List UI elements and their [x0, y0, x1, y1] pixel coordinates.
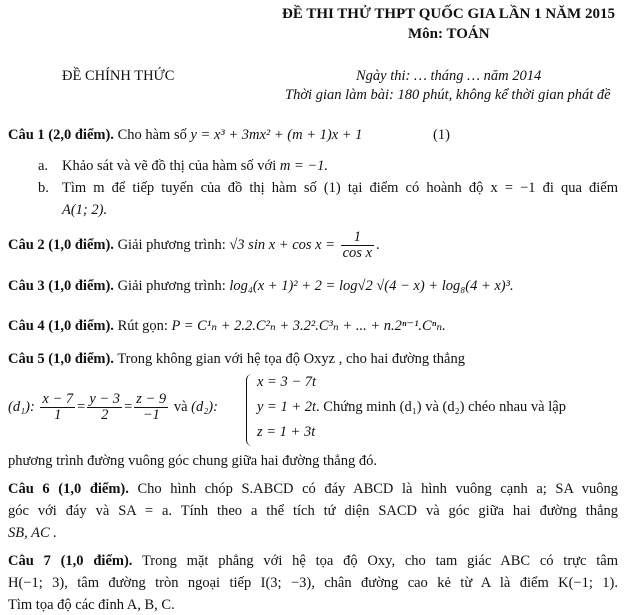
question-6-text-3: SB, AC . [8, 525, 57, 541]
d2-equation-y: y = 1 + 2t [257, 399, 317, 415]
question-3-formula: log₄(x + 1)² + 2 = log√2 √(4 − x) + log₈(4 + x)³. [229, 278, 514, 294]
question-3-text: Giải phương trình: [117, 278, 226, 294]
d1-fraction-x-den: 1 [54, 407, 62, 423]
question-6-text-2: góc với đáy và SA = a. Tính theo a thể tích tứ diện SACD và góc giữa hai đường thẳng [8, 503, 618, 519]
question-2-fraction-den: cos x [342, 245, 373, 261]
question-1a-text: Khảo sát và vẽ đồ thị của hàm số với [62, 158, 277, 174]
d1-fraction-z-den: −1 [142, 407, 160, 423]
question-4 [8, 318, 446, 335]
question-1-formula: y = x³ + 3mx² + (m + 1)x + 1 [190, 127, 363, 143]
question-5-d1: (d₁): $\frac{x - 7}{1}$ = $\frac{y - 3}{2}$ = $\frac{z - 9}{-1}$ và (d₂): [8, 391, 218, 423]
question-5-text: Trong không gian với hệ tọa độ Oxyz , cho hai đường thẳng [117, 351, 465, 367]
question-5 [8, 351, 465, 368]
question-2 [8, 230, 380, 261]
question-2-fraction-num: 1 [341, 230, 374, 246]
question-4-formula: P = C¹ₙ + 2.2.C²ₙ + 3.2².C³ₙ + ... + n.2ⁿ⁻¹.Cⁿₙ. [171, 318, 446, 334]
system-brace [246, 374, 255, 446]
question-1a-formula: m = −1. [279, 158, 329, 174]
question-2-text: Giải phương trình: [117, 236, 226, 253]
question-7-text: Trong mặt phẳng với hệ tọa độ Oxy, cho tam giác ABC có trực tâm [141, 553, 618, 569]
exam-title: ĐỀ THI THỬ THPT QUỐC GIA LẦN 1 NĂM 2015 [282, 6, 615, 22]
d1-fraction-y [87, 392, 122, 423]
question-1b-text-2: A(1; 2). [62, 202, 108, 218]
question-5-proof-text: . Chứng minh (d₁) và (d₂) chéo nhau và lập [316, 399, 566, 415]
d2-equation-z: z = 1 + 3t [257, 424, 316, 440]
question-1b-text: Tìm m để tiếp tuyến của đồ thị hàm số (1) tại điểm có hoành độ x = −1 đi qua điểm [62, 180, 618, 196]
question-5-label: Câu 5 (1,0 điểm). [8, 351, 114, 367]
d1-fraction-y-den: 2 [101, 407, 109, 423]
exam-subject: Môn: TOÁN [408, 26, 490, 42]
d2-equation-x: x = 3 − 7t [257, 374, 317, 390]
question-1-number: (1) [433, 127, 450, 143]
question-5-text-2: phương trình đường vuông góc chung giữa hai đường thẳng đó. [8, 453, 377, 469]
exam-date: Ngày thi: … tháng … năm 2014 [356, 68, 542, 84]
question-2-formula: √3 sin x + cos x = [229, 236, 335, 253]
d2-label: (d₂): [191, 398, 218, 415]
question-6 [8, 481, 618, 498]
question-2-label: Câu 2 (1,0 điểm). [8, 236, 114, 253]
question-3-label: Câu 3 (1,0 điểm). [8, 278, 114, 294]
d1-label: (d₁): [8, 398, 35, 415]
question-1b-marker: b. [38, 180, 49, 196]
question-1a [62, 158, 328, 175]
question-1a-marker: a. [38, 158, 49, 174]
question-4-text: Rút gọn: [117, 318, 168, 334]
question-2-end: . [376, 236, 380, 253]
question-1 [8, 127, 362, 144]
question-2-fraction [341, 230, 374, 261]
question-1-text: Cho hàm số [117, 127, 187, 143]
d1-fraction-z [134, 392, 168, 423]
question-7-text-3: Tìm tọa độ các đỉnh A, B, C. [8, 597, 175, 613]
official-label: ĐỀ CHÍNH THỨC [62, 68, 175, 84]
d1-fraction-x [40, 392, 75, 423]
question-7-label: Câu 7 (1,0 điểm). [8, 553, 133, 569]
d1-fraction-x-num: x − 7 [42, 391, 74, 407]
question-6-label: Câu 6 (1,0 điểm). [8, 481, 129, 497]
question-3 [8, 278, 514, 295]
exam-duration: Thời gian làm bài: 180 phút, không kể thời gian phát đề [285, 87, 611, 103]
question-4-label: Câu 4 (1,0 điểm). [8, 318, 114, 334]
d1-fraction-y-num: y − 3 [89, 391, 121, 407]
question-6-text: Cho hình chóp S.ABCD có đáy ABCD là hình vuông cạnh a; SA vuông [137, 481, 618, 497]
question-5-and: và [173, 398, 188, 415]
question-7-text-2: H(−1; 3), tâm đường tròn ngoại tiếp I(3; −3), chân đường cao kẻ từ A là điểm K(−1; 1). [8, 575, 618, 591]
d2-equation-y-line [257, 399, 566, 416]
question-1-label: Câu 1 (2,0 điểm). [8, 127, 114, 143]
question-7 [8, 553, 618, 570]
d1-fraction-z-num: z − 9 [136, 391, 167, 407]
